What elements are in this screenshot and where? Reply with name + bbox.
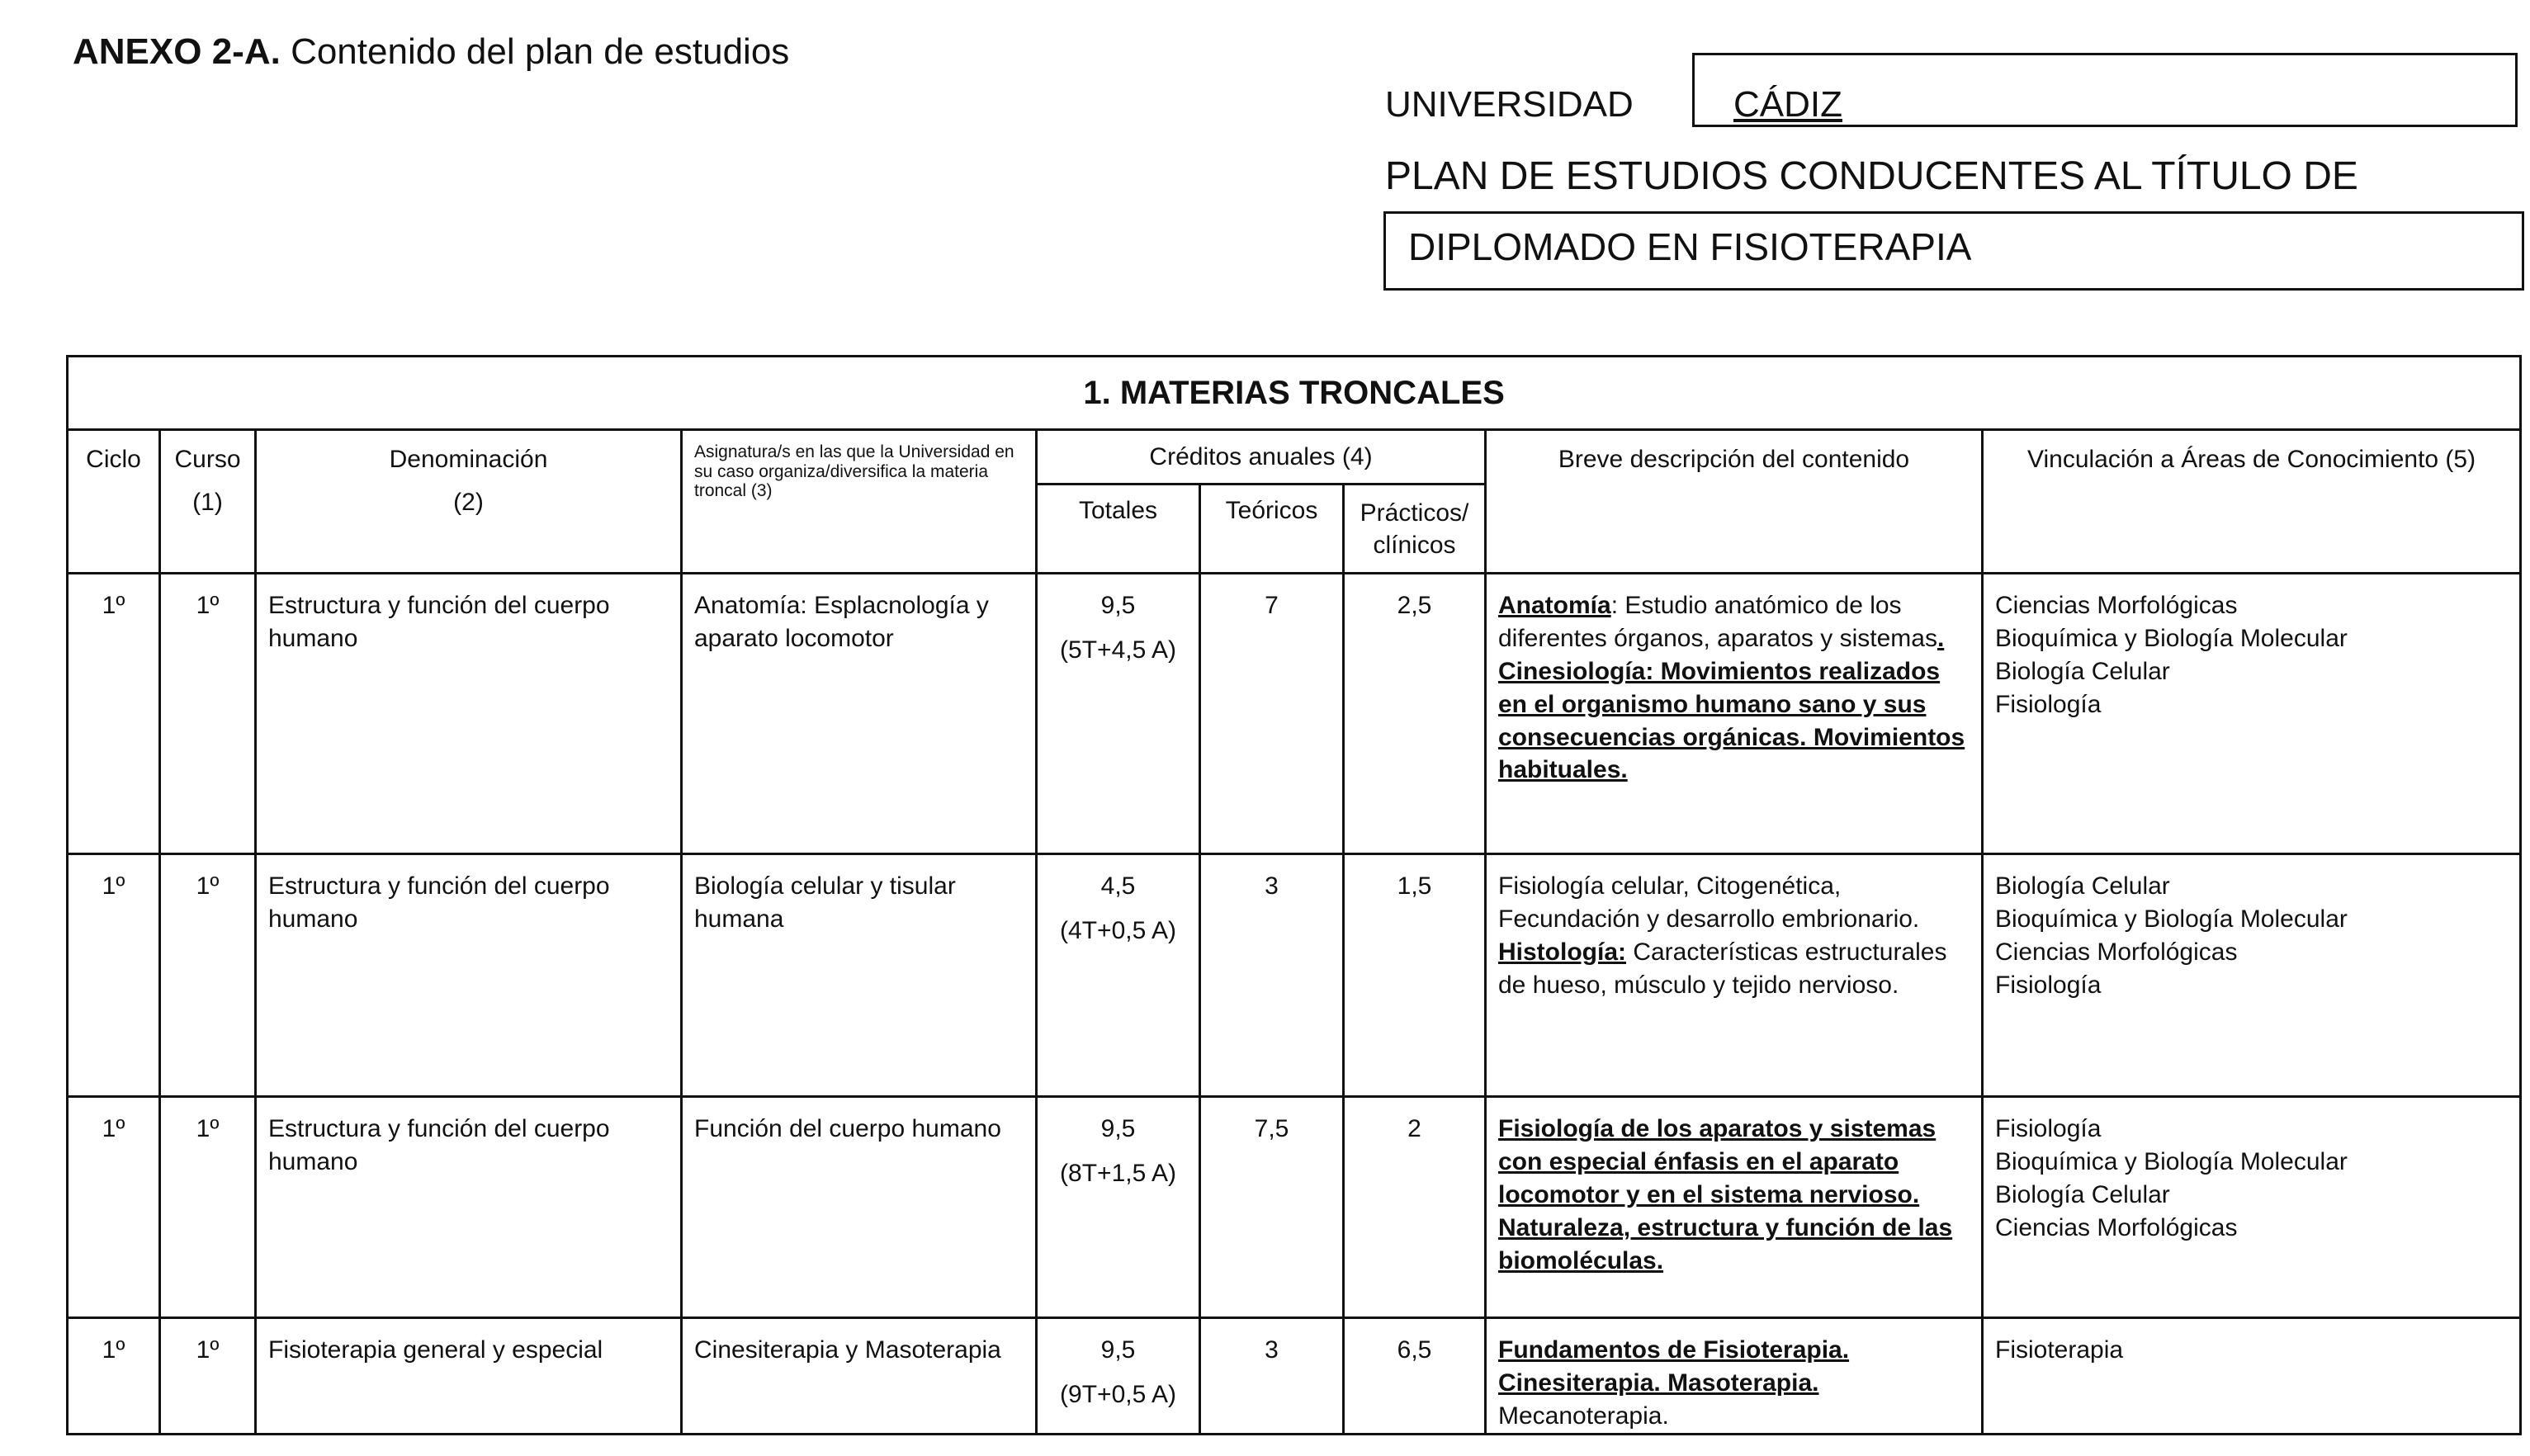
cell-areas [1983, 1097, 2521, 1318]
area-item: Biología Celular [1995, 872, 2170, 900]
header-descripcion: Breve descripción del contenido [1486, 430, 1983, 574]
cell-areas [1983, 1318, 2521, 1435]
cell-teoricos: 7,5 [1200, 1097, 1344, 1318]
area-item: Biología Celular [1995, 657, 2170, 685]
header-practicos: Prácticos/ clínicos [1344, 485, 1486, 574]
cell-practicos: 6,5 [1344, 1318, 1486, 1435]
area-item: Ciencias Morfológicas [1995, 592, 2238, 619]
cell-denominacion: Estructura y función del cuerpo humano [256, 574, 682, 854]
cell-asignatura: Función del cuerpo humano [682, 1097, 1037, 1318]
header-denominacion-label: Denominación [389, 446, 548, 473]
area-item: Bioquímica y Biología Molecular [1995, 905, 2348, 933]
totales-detail: (9T+0,5 A) [1060, 1380, 1176, 1408]
cell-descripcion [1486, 854, 1983, 1097]
cell-ciclo: 1º [68, 1097, 160, 1318]
totales-detail: (4T+0,5 A) [1060, 916, 1176, 944]
area-item: Fisiología [1995, 971, 2102, 999]
cell-curso: 1º [160, 574, 256, 854]
area-item: Biología Celular [1995, 1180, 2170, 1208]
cell-curso: 1º [160, 854, 256, 1097]
area-item: Fisiología [1995, 690, 2102, 718]
cell-asignatura: Cinesiterapia y Masoterapia [682, 1318, 1037, 1435]
totales-value: 9,5 [1100, 1336, 1136, 1364]
totales-value: 9,5 [1100, 1115, 1136, 1142]
header-ciclo [68, 430, 160, 574]
header-totales: Totales [1037, 485, 1200, 574]
cell-areas [1983, 854, 2521, 1097]
desc-text-2: Características estructurales de hueso, músculo y tejido nervioso. [1498, 938, 1947, 999]
area-item: Bioquímica y Biología Molecular [1995, 624, 2348, 652]
table-row [68, 574, 2521, 854]
header-teoricos: Teóricos [1200, 485, 1344, 574]
cell-totales [1037, 1318, 1200, 1435]
cell-teoricos: 7 [1200, 574, 1344, 854]
header-denominacion-note: (2) [453, 489, 484, 516]
cell-denominacion: Fisioterapia general y especial [256, 1318, 682, 1435]
area-item: Fisioterapia [1995, 1336, 2124, 1364]
cell-ciclo: 1º [68, 1318, 160, 1435]
plan-label: PLAN DE ESTUDIOS CONDUCENTES AL TÍTULO DE [1385, 154, 2358, 198]
header-curso [160, 430, 256, 574]
table-row [68, 854, 2521, 1097]
header-curso-label: Curso [174, 446, 241, 473]
cell-descripcion [1486, 574, 1983, 854]
cell-descripcion [1486, 1097, 1983, 1318]
table-row [68, 1097, 2521, 1318]
totales-detail: (5T+4,5 A) [1060, 636, 1176, 664]
cell-asignatura: Anatomía: Esplacnología y aparato locomotor [682, 574, 1037, 854]
section-title: 1. MATERIAS TRONCALES [68, 357, 2521, 430]
area-item: Bioquímica y Biología Molecular [1995, 1147, 2348, 1175]
cell-totales [1037, 854, 1200, 1097]
cell-teoricos: 3 [1200, 1318, 1344, 1435]
cell-practicos: 2 [1344, 1097, 1486, 1318]
totales-detail: (8T+1,5 A) [1060, 1159, 1176, 1187]
totales-value: 4,5 [1100, 872, 1136, 900]
area-item: Ciencias Morfológicas [1995, 1213, 2238, 1241]
header-denominacion [256, 430, 682, 574]
degree-value: DIPLOMADO EN FISIOTERAPIA [1408, 225, 1972, 268]
area-item: Ciencias Morfológicas [1995, 938, 2238, 966]
cell-areas [1983, 574, 2521, 854]
annex-label: ANEXO 2-A. [73, 31, 281, 72]
cell-curso: 1º [160, 1097, 256, 1318]
troncales-table [66, 355, 2522, 1435]
cell-practicos: 1,5 [1344, 854, 1486, 1097]
totales-value: 9,5 [1100, 592, 1136, 619]
cell-denominacion: Estructura y función del cuerpo humano [256, 854, 682, 1097]
university-value: CÁDIZ [1733, 84, 1842, 125]
header-ciclo-label: Ciclo [86, 446, 141, 473]
table-row [68, 1318, 2521, 1435]
annex-text: Contenido del plan de estudios [291, 31, 790, 72]
header-vinculacion: Vinculación a Áreas de Conocimiento (5) [1983, 430, 2521, 574]
annex-title [73, 31, 789, 73]
cell-totales [1037, 574, 1200, 854]
desc-emphasis: Fisiología de los aparatos y sistemas con especial énfasis en el aparato locomotor y en el sistema nervioso. Naturaleza, estructura y función de las biomoléculas. [1498, 1115, 1953, 1274]
cell-ciclo: 1º [68, 574, 160, 854]
cell-curso: 1º [160, 1318, 256, 1435]
header-asignaturas: Asignatura/s en las que la Universidad en su caso organiza/diversifica la materia troncal (3) [682, 430, 1037, 574]
area-item: Fisiología [1995, 1115, 2102, 1142]
desc-heading: Histología: [1498, 938, 1626, 966]
desc-text: : Estudio anatómico de los diferentes órganos, aparatos y sistemas [1498, 592, 1937, 652]
cell-teoricos: 3 [1200, 854, 1344, 1097]
cell-practicos: 2,5 [1344, 574, 1486, 854]
cell-asignatura: Biología celular y tisular humana [682, 854, 1037, 1097]
desc-heading: Anatomía [1498, 592, 1611, 619]
desc-text: Fisiología celular, Citogenética, Fecundación y desarrollo embrionario. [1498, 872, 1920, 933]
desc-emphasis: . Cinesiología: Movimientos realizados en el organismo humano sano y sus consecuencias orgánicas. Movimientos habituales. [1498, 624, 1965, 784]
header-creditos: Créditos anuales (4) [1037, 430, 1486, 485]
cell-descripcion [1486, 1318, 1983, 1435]
desc-text: Mecanoterapia. [1498, 1402, 1669, 1430]
header-curso-note: (1) [192, 489, 223, 516]
cell-ciclo: 1º [68, 854, 160, 1097]
cell-totales [1037, 1097, 1200, 1318]
desc-emphasis: Fundamentos de Fisioterapia. Cinesiterapia. Masoterapia. [1498, 1336, 1850, 1397]
university-label: UNIVERSIDAD [1385, 84, 1634, 125]
cell-denominacion: Estructura y función del cuerpo humano [256, 1097, 682, 1318]
